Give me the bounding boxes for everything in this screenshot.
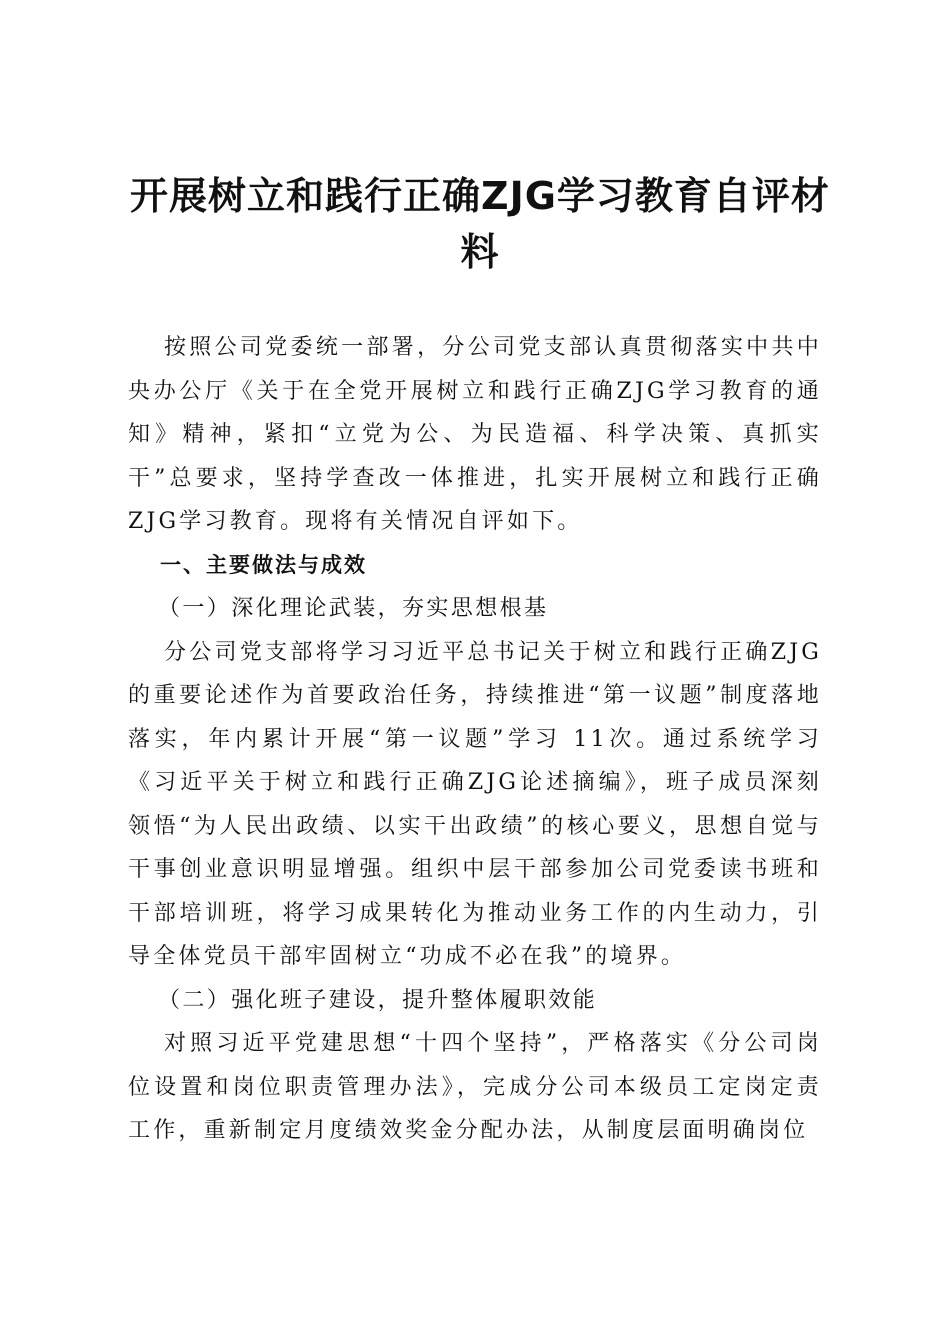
subsection-2-paragraph: 对照习近平党建思想“十四个坚持”，严格落实《分公司岗位设置和岗位职责管理办法》，完成分公司本级员工定岗定责工作，重新制定月度绩效奖金分配办法，从制度层面明确岗位 (128, 1031, 822, 1143)
intro-paragraph: 按照公司党委统一部署，分公司党支部认真贯彻落实中共中央办公厅《关于在全党开展树立和践行正确ZJG学习教育的通知》精神，紧扣“立党为公、为民造福、科学决策、真抓实干”总要求，坚持学查改一体推进，扎实开展树立和践行正确ZJG学习教育。现将有关情况自评如下。 (128, 335, 822, 534)
document-body (128, 326, 822, 1153)
document-title: 开展树立和践行正确ZJG学习教育自评材料 (130, 174, 830, 274)
subsection-heading-2: （二）强化班子建设，提升整体履职效能 (158, 987, 598, 1013)
subsection-1-paragraph: 分公司党支部将学习习近平总书记关于树立和践行正确ZJG的重要论述作为首要政治任务，持续推进“第一议题”制度落地落实，年内累计开展“第一议题”学习 11次。通过系统学习《习近平关于树立和践行正确ZJG论述摘编》，班子成员深刻领悟“为人民出政绩、以实干出政绩”的核心要义，思想自觉与干事创业意识明显增强。组织中层干部参加公司党委读书班和干部培训班，将学习成果转化为推动业务工作的内生动力，引导全体党员干部牢固树立“功成不必在我”的境界。 (128, 639, 822, 969)
section-heading-1: 一、主要做法与成效 (160, 552, 367, 577)
subsection-heading-1: （一）深化理论武装，夯实思想根基 (158, 596, 549, 621)
